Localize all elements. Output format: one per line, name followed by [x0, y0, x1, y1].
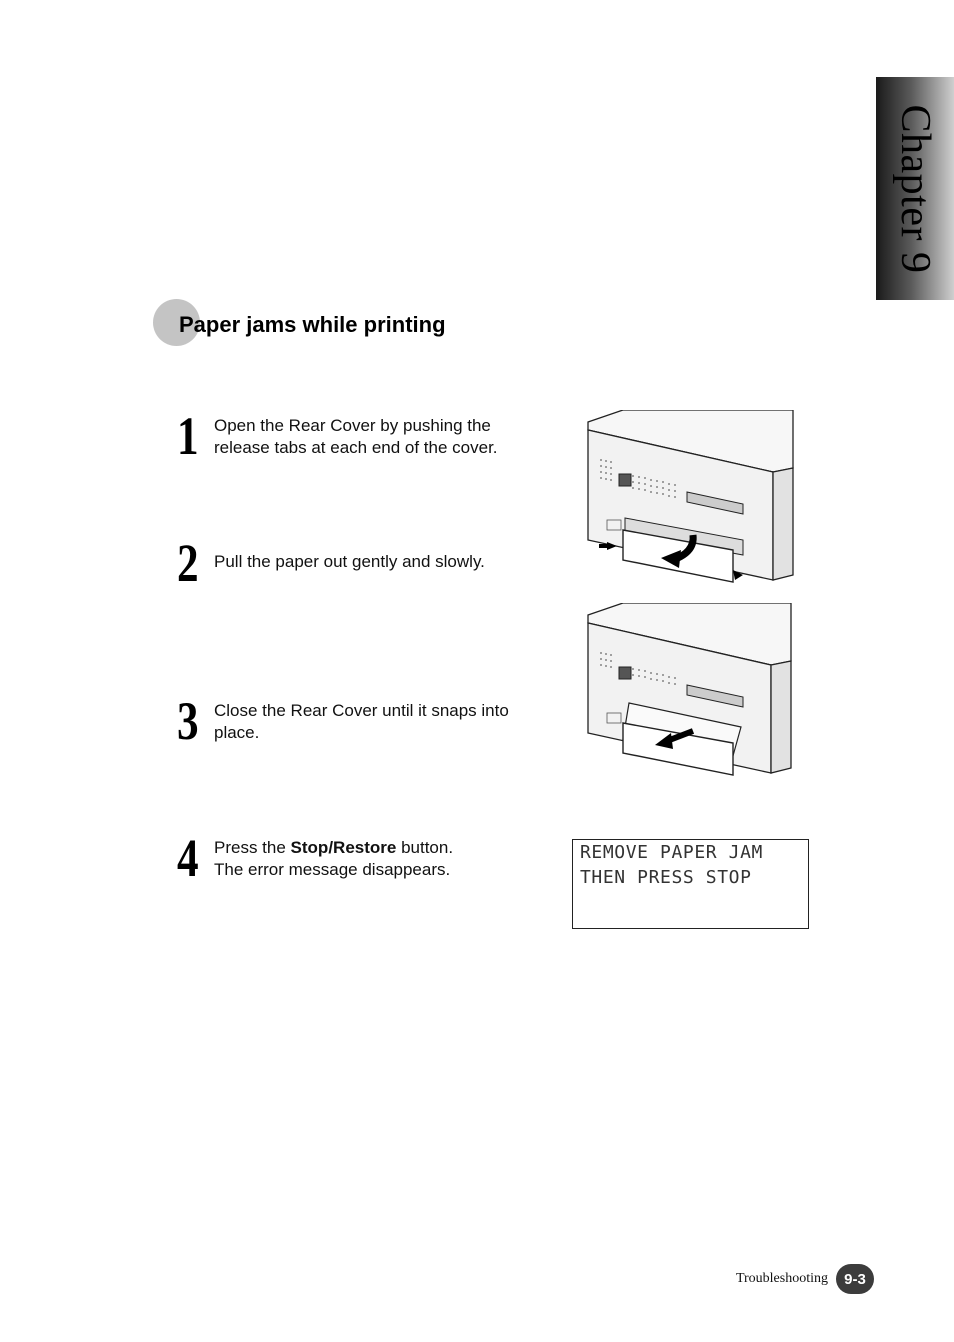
- step-3-text: Close the Rear Cover until it snaps into place.: [214, 701, 509, 742]
- footer-section-name: Troubleshooting: [735, 1271, 828, 1286]
- printer-paper-pull-illustration: [583, 603, 795, 781]
- step-2-text: Pull the paper out gently and slowly.: [214, 552, 485, 571]
- section-title: Paper jams while printing: [179, 312, 446, 337]
- step-4-text-before: Press the: [214, 838, 291, 857]
- step-4-text: [214, 837, 534, 881]
- chapter-tab-label: Chapter 9: [892, 104, 938, 273]
- lcd-line-2: THEN PRESS STOP: [580, 867, 752, 888]
- step-1-number: 1: [177, 406, 199, 466]
- step-4-text-after: button.: [396, 838, 454, 857]
- step-3-number: 3: [177, 691, 199, 751]
- lcd-line-1: REMOVE PAPER JAM: [580, 842, 763, 863]
- printer-rear-cover-open-illustration: [583, 410, 795, 588]
- power-socket-icon: [619, 667, 631, 679]
- step-2-number: 2: [177, 533, 199, 593]
- stop-restore-label: Stop/Restore: [290, 838, 397, 857]
- step-1-text: Open the Rear Cover by pushing the release tabs at each end of the cover.: [214, 416, 498, 457]
- chapter-tab: [876, 77, 954, 300]
- step-4-text-line2: The error message disappears.: [214, 860, 451, 879]
- page-number-badge: 9-3: [836, 1264, 874, 1294]
- power-socket-icon: [619, 474, 631, 486]
- step-4-number: 4: [177, 828, 199, 888]
- lcd-display: [572, 839, 809, 929]
